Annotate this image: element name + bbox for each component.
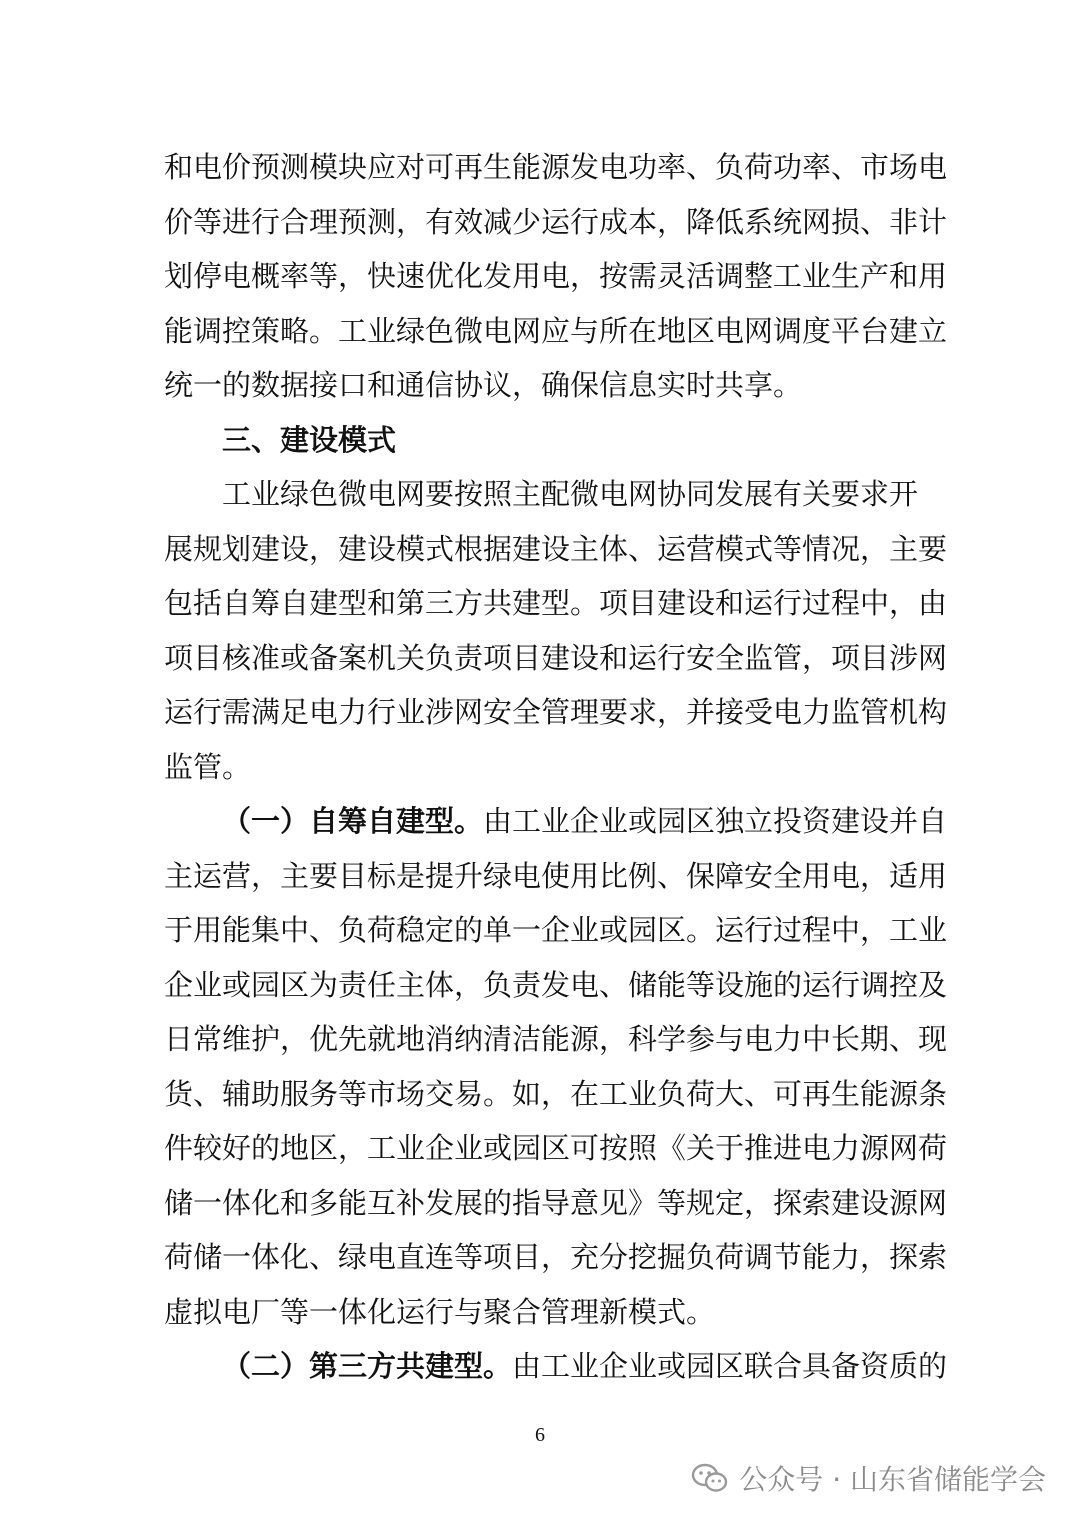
document-body [164,140,948,1394]
paragraph-line: 日常维护，优先就地消纳清洁能源，科学参与电力中长期、现 [164,1022,948,1056]
paragraph-line: 荷储一体化、绿电直连等项目，充分挖掘负荷调节能力，探索 [164,1240,948,1274]
paragraph-first-line [164,1339,948,1394]
paragraph-line: 和电价预测模块应对可再生能源发电功率、负荷功率、市场电 [164,150,948,184]
subsection-lead: （一）自筹自建型。 [222,804,484,838]
paragraph-first-line [164,794,948,849]
paragraph-line: 工业绿色微电网要按照主配微电网协同发展有关要求开 [222,477,919,511]
paragraph-line: 运行需满足电力行业涉网安全管理要求，并接受电力监管机构 [164,695,948,729]
watermark [691,1456,1046,1500]
watermark-text: 公众号 · 山东省储能学会 [739,1463,1046,1496]
wechat-icon [691,1462,729,1494]
paragraph-line: 包括自筹自建型和第三方共建型。项目建设和运行过程中，由 [164,586,948,620]
paragraph-line: 展规划建设，建设模式根据建设主体、运营模式等情况，主要 [164,531,948,566]
page-number: 6 [535,1424,545,1446]
paragraph-line: 统一的数据接口和通信协议，确保信息实时共享。 [164,368,803,402]
paragraph-line: 划停电概率等，快速优化发用电，按需灵活调整工业生产和用 [164,259,948,293]
section-heading: 三、建设模式 [222,422,397,457]
paragraph-line: 价等进行合理预测，有效减少运行成本，降低系统网损、非计 [164,204,948,239]
paragraph-line: 能调控策略。工业绿色微电网应与所在地区电网调度平台建立 [164,313,948,348]
paragraph-line: 项目核准或备案机关负责项目建设和运行安全监管，项目涉网 [164,640,948,675]
paragraph-line: 监管。 [164,749,252,784]
paragraph-line: 件较好的地区，工业企业或园区可按照《关于推进电力源网荷 [164,1131,948,1165]
paragraph-line: 于用能集中、负荷稳定的单一企业或园区。运行过程中，工业 [164,913,948,947]
paragraph-text: 由工业企业或园区独立投资建设并自 [483,804,948,838]
paragraph-line: 企业或园区为责任主体，负责发电、储能等设施的运行调控及 [164,967,948,1002]
paragraph-text: 由工业企业或园区联合具备资质的 [512,1349,948,1383]
paragraph-line: 主运营，主要目标是提升绿电使用比例、保障安全用电，适用 [164,858,948,893]
subsection-lead: （二）第三方共建型。 [222,1349,513,1383]
paragraph-line: 货、辅助服务等市场交易。如，在工业负荷大、可再生能源条 [164,1076,948,1111]
paragraph-line: 虚拟电厂等一体化运行与聚合管理新模式。 [164,1294,716,1329]
paragraph-line: 储一体化和多能互补发展的指导意见》等规定，探索建设源网 [164,1185,948,1220]
